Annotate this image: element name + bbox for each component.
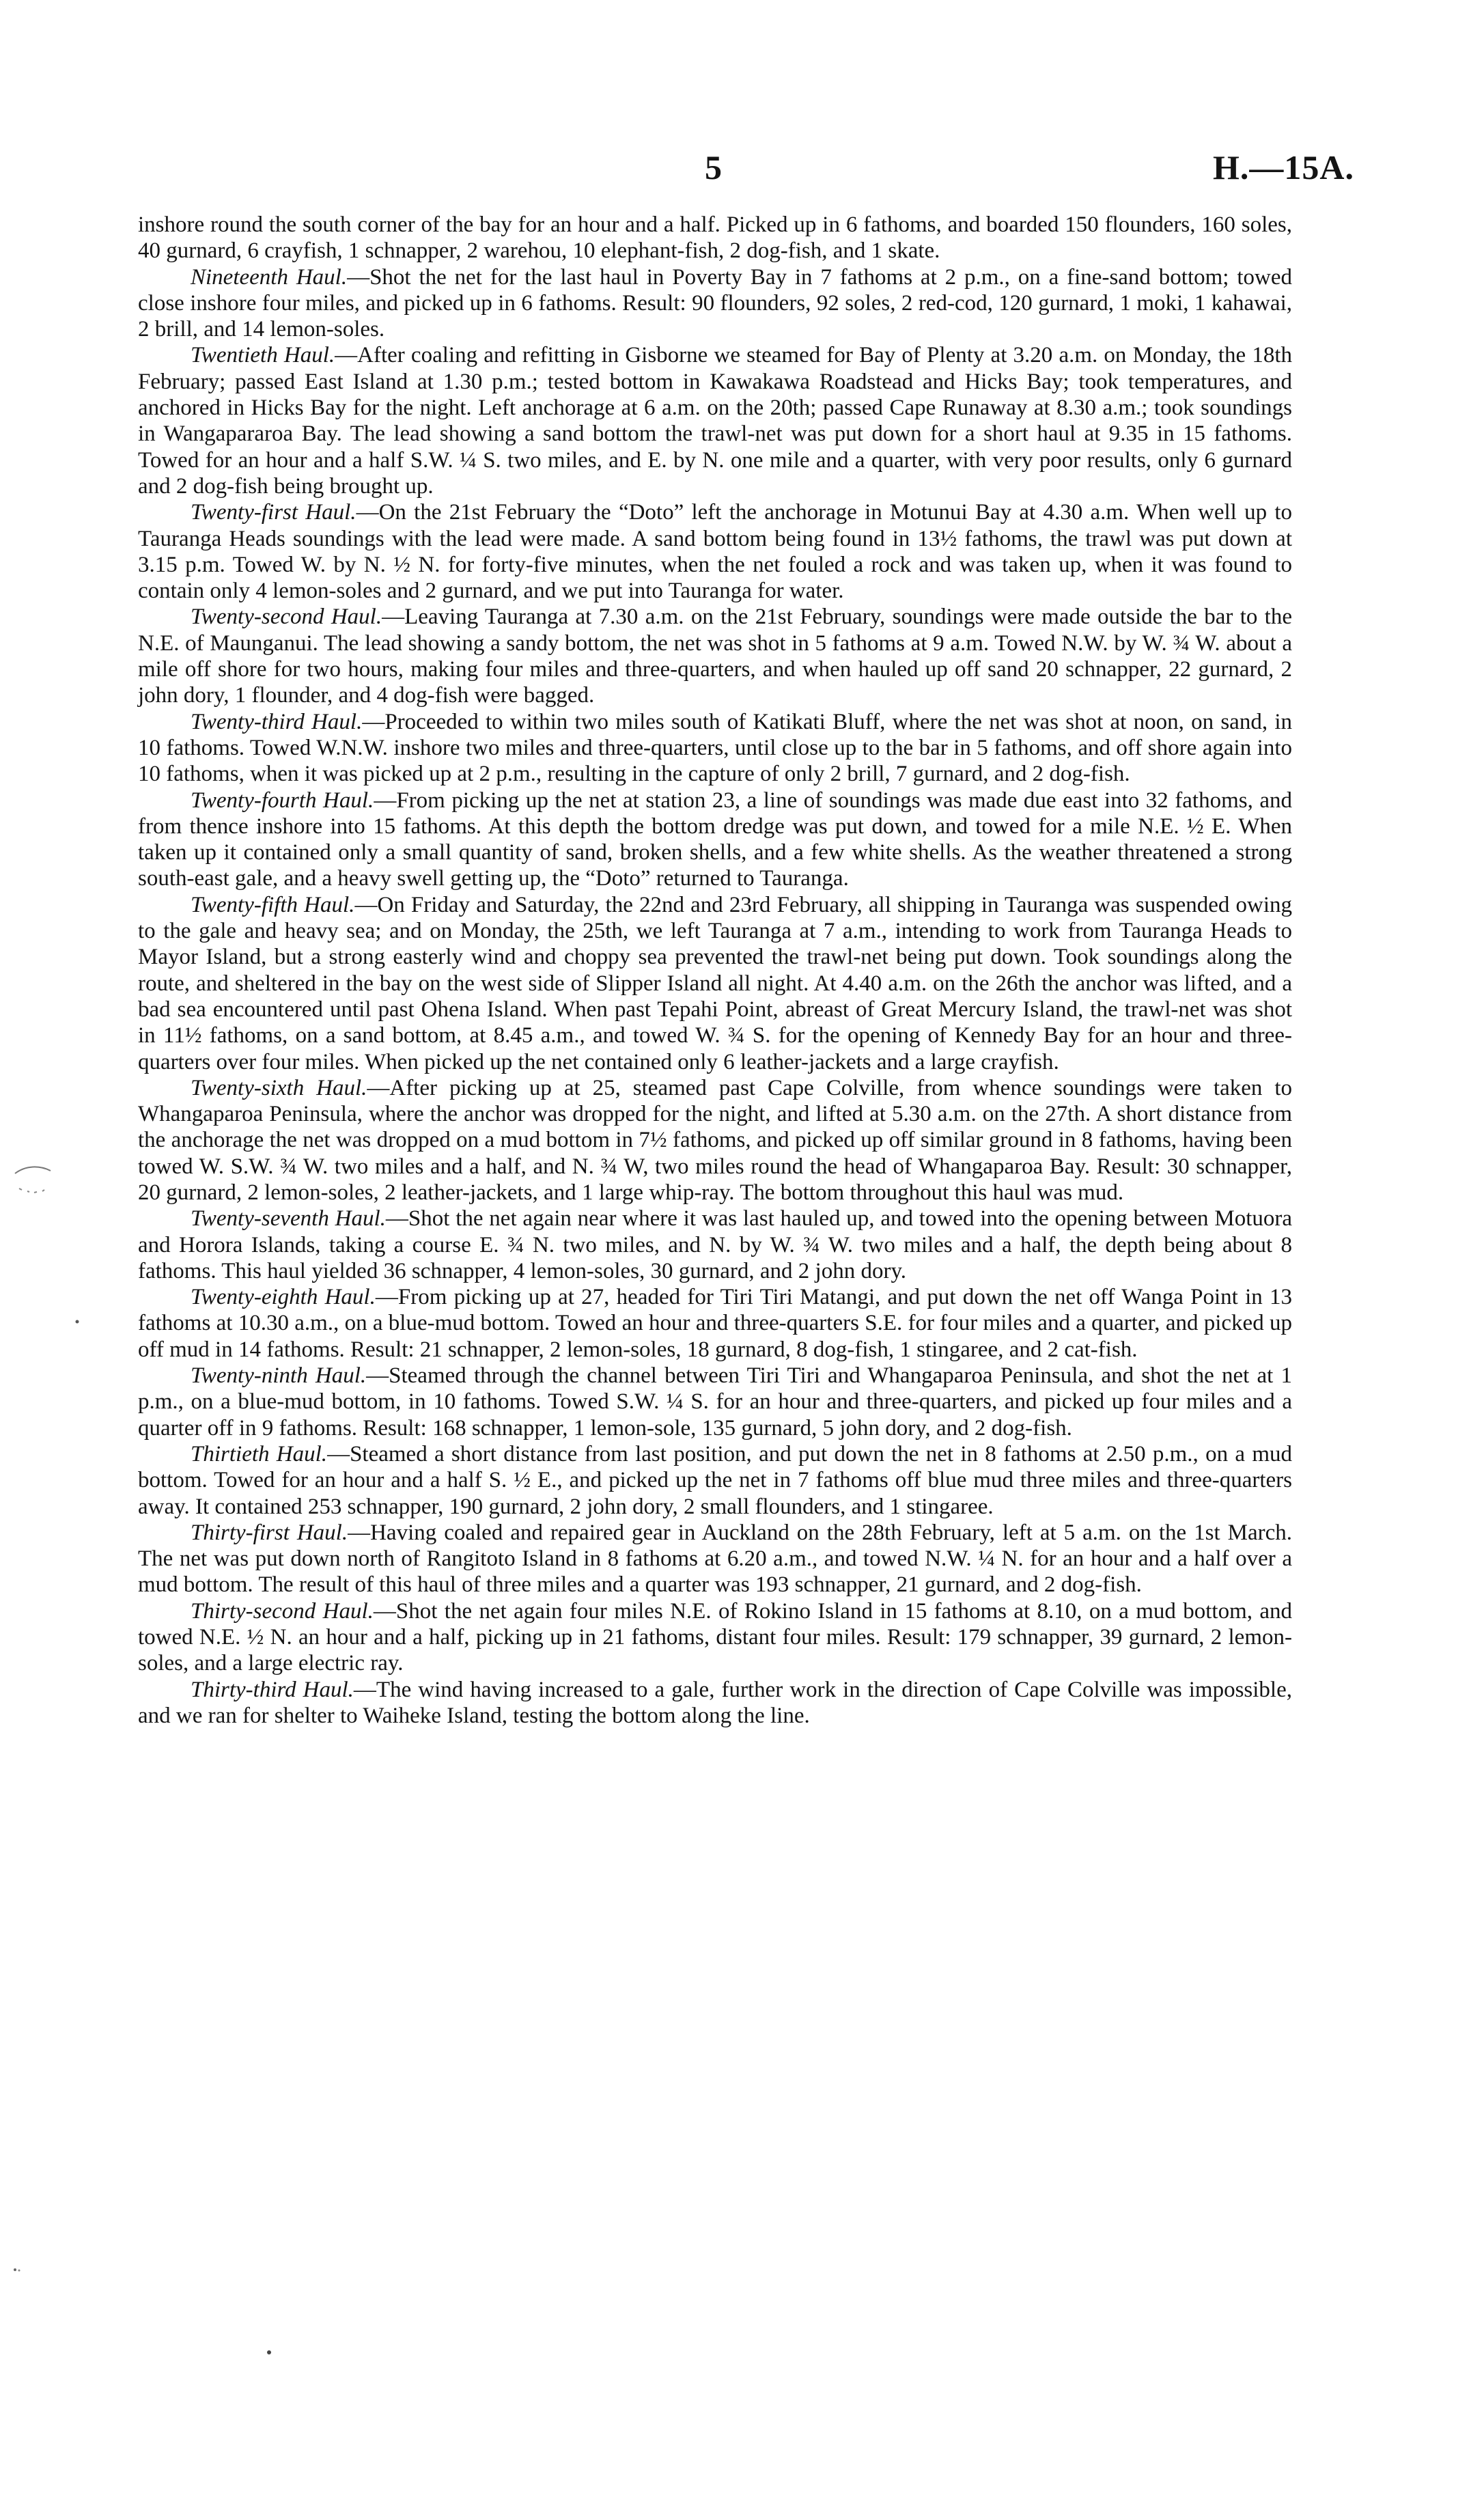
- paragraph: [138, 1206, 1292, 1284]
- paragraph-text: —On the 21st February the “Doto” left the anchorage in Motunui Bay at 4.30 a.m. When well up to Tauranga Heads soundings with the lead were made. A sand bottom being found in 13½ fathoms, the trawl was put down at 3.15 p.m. Towed W. by N. ½ N. for forty-five minutes, when the net fouled a rock and was taken up, when it was found to contain only 4 lemon-soles and 2 gurnard, and we put into Tauranga for water.: [138, 500, 1292, 604]
- paragraph: [138, 788, 1292, 892]
- haul-heading: Thirtieth Haul.: [191, 1441, 328, 1466]
- paragraph-text: inshore round the south corner of the bay for an hour and a half. Picked up in 6 fathoms, and boarded 150 flounders, 160 soles, 40 gurnard, 6 crayfish, 1 schnapper, 2 warehou, 10 elephant-fish, 2 dog-fish, and 1 skate.: [138, 212, 1292, 264]
- paragraph: [138, 264, 1292, 343]
- paragraph: [138, 1598, 1292, 1677]
- paragraph-text: —After coaling and refitting in Gisborne we steamed for Bay of Plenty at 3.20 a.m. on Monday, the 18th February; passed East Island at 1.30 p.m.; tested bottom in Kawakawa Roadstead and Hicks Bay; took temperatures, and anchored in Hicks Bay for the night. Left anchorage at 6 a.m. on the 20th; passed Cape Runaway at 8.30 a.m.; took soundings in Wangapararoa Bay. The lead showing a sand bottom the trawl-net was put down for a short haul at 9.35 in 15 fathoms. Towed for an hour and a half S.W. ¼ S. two miles, and E. by N. one mile and a quarter, with very poor results, only 6 gurnard and 2 dog-fish being brought up.: [138, 343, 1293, 499]
- paragraph: [138, 604, 1292, 708]
- page-number: 5: [705, 148, 722, 186]
- paragraph: [138, 709, 1292, 788]
- haul-heading: Twenty-fourth Haul.: [191, 788, 374, 813]
- paragraph: [138, 1520, 1292, 1598]
- paragraph-text: —Proceeded to within two miles south of Katikati Bluff, where the net was shot at noon, on sand, in 10 fathoms. Towed W.N.W. inshore two miles and three-quarters, until close up to the bar in 5 fathoms, and off shore again into 10 fathoms, when it was picked up at 2 p.m., resulting in the capture of only 2 brill, 7 gurnard, and 2 dog-fish.: [138, 709, 1292, 787]
- paragraph: [138, 499, 1292, 604]
- haul-heading: Twenty-ninth Haul.: [191, 1363, 367, 1389]
- paragraph-text: —Shot the net again near where it was last hauled up, and towed into the opening between Motuora and Horora Islands, taking a course E. ¾ N. two miles, and N. by W. ¾ W. two miles and a half, the depth being about 8 fathoms. This haul yielded 36 schnapper, 4 lemon-soles, 30 gurnard, and 2 john dory.: [138, 1206, 1292, 1283]
- haul-heading: Thirty-third Haul.: [191, 1677, 354, 1702]
- paragraph: [138, 892, 1292, 1075]
- paragraph-text: —From picking up the net at station 23, a line of soundings was made due east into 32 fathoms, and from thence inshore into 15 fathoms. At this depth the bottom dredge was put down, and towed for a mile N.E. ½ E. When taken up it contained only a small quantity of sand, broken shells, and a few white shells. As the weather threatened a strong south-east gale, and a heavy swell getting up, the “Doto” returned to Tauranga.: [138, 788, 1292, 891]
- haul-heading: Twenty-second Haul.: [191, 604, 382, 630]
- page-dot: [265, 2348, 273, 2356]
- margin-pencil-mark: [10, 1161, 57, 1202]
- haul-heading: Nineteenth Haul.: [191, 264, 348, 290]
- paragraph-text: —After picking up at 25, steamed past Cape Colville, from whence soundings were taken to Whangaparoa Peninsula, where the anchor was dropped for the night, and lifted at 5.30 a.m. on the 27th. A short distance from the anchorage the net was dropped on a mud bottom in 7½ fathoms, and picked up off similar ground in 8 fathoms, having been towed W. S.W. ¾ W. two miles and a half, and N. ¾ W, two miles round the head of Whangaparoa Bay. Result: 30 schnapper, 20 gurnard, 2 lemon-soles, 2 leather-jackets, and 1 large whip-ray. The bottom throughout this haul was mud.: [138, 1075, 1292, 1205]
- haul-heading: Twentieth Haul.: [191, 343, 335, 368]
- paragraph: [138, 212, 1292, 264]
- margin-dot: [12, 2266, 22, 2273]
- paragraph-text: —Shot the net again four miles N.E. of Rokino Island in 15 fathoms at 8.10, on a mud bottom, and towed N.E. ½ N. an hour and a half, picking up in 21 fathoms, distant four miles. Result: 179 schnapper, 39 gurnard, 2 lemon-soles, and a large electric ray.: [138, 1598, 1292, 1676]
- haul-heading: Twenty-third Haul.: [191, 709, 363, 734]
- haul-heading: Thirty-second Haul.: [191, 1598, 374, 1624]
- paragraph-text: —Having coaled and repaired gear in Auckland on the 28th February, left at 5 a.m. on the 1st March. The net was put down north of Rangitoto Island in 8 fathoms at 6.20 a.m., and towed N.W. ¼ N. for an hour and a half over a mud bottom. The result of this haul of three miles and a quarter was 193 schnapper, 21 gurnard, and 2 dog-fish.: [138, 1520, 1292, 1598]
- margin-dot: [74, 1318, 81, 1325]
- paragraph-text: —Steamed through the channel between Tiri Tiri and Whangaparoa Peninsula, and shot the net at 1 p.m., on a blue-mud bottom, in 10 fathoms. Towed S.W. ¼ S. for an hour and three-quarters, and picked up four miles and a quarter off in 9 fathoms. Result: 168 schnapper, 1 lemon-sole, 135 gurnard, 5 john dory, and 2 dog-fish.: [138, 1363, 1292, 1441]
- haul-heading: Twenty-sixth Haul.: [191, 1075, 367, 1100]
- paragraph: [138, 342, 1292, 499]
- paragraph-text: —The wind having increased to a gale, further work in the direction of Cape Colville was impossible, and we ran for shelter to Waiheke Island, testing the bottom along the line.: [138, 1677, 1292, 1728]
- body-text: [138, 212, 1292, 1729]
- haul-heading: Thirty-first Haul.: [191, 1520, 348, 1545]
- paragraph: [138, 1677, 1292, 1729]
- paragraph: [138, 1284, 1292, 1363]
- paragraph-text: —Steamed a short distance from last position, and put down the net in 8 fathoms at 2.50 p.m., on a mud bottom. Towed for an hour and a half S. ½ E., and picked up the net in 7 fathoms off blue mud three miles and three-quarters away. It contained 253 schnapper, 190 gurnard, 2 john dory, 2 small flounders, and 1 stingaree.: [138, 1441, 1292, 1519]
- paragraph-text: —From picking up at 27, headed for Tiri Tiri Matangi, and put down the net off Wanga Point in 13 fathoms at 10.30 a.m., on a blue-mud bottom. Towed an hour and three-quarters S.E. for four miles and a quarter, and picked up off mud in 14 fathoms. Result: 21 schnapper, 2 lemon-soles, 18 gurnard, 8 dog-fish, 1 stingaree, and 2 cat-fish.: [138, 1285, 1292, 1362]
- paragraph-text: —Leaving Tauranga at 7.30 a.m. on the 21st February, soundings were made outside the bar to the N.E. of Maunganui. The lead showing a sandy bottom, the net was shot in 5 fathoms at 9 a.m. Towed N.W. by W. ¾ W. about a mile off shore for two hours, making four miles and three-quarters, and when hauled up off sand 20 schnapper, 22 gurnard, 2 john dory, 1 flounder, and 4 dog-fish were bagged.: [138, 604, 1292, 708]
- document-reference: H.—15A.: [1213, 148, 1354, 186]
- paragraph: [138, 1441, 1292, 1520]
- paragraph: [138, 1075, 1292, 1206]
- paragraph-text: —Shot the net for the last haul in Poverty Bay in 7 fathoms at 2 p.m., on a fine-sand bottom; towed close inshore four miles, and picked up in 6 fathoms. Result: 90 flounders, 92 soles, 2 red-cod, 120 gurnard, 1 moki, 1 kahawai, 2 brill, and 14 lemon-soles.: [138, 264, 1292, 342]
- paragraph-text: —On Friday and Saturday, the 22nd and 23rd February, all shipping in Tauranga was suspended owing to the gale and heavy sea; and on Monday, the 25th, we left Tauranga at 7 a.m., intending to work from Tauranga Heads to Mayor Island, but a strong easterly wind and choppy sea prevented the trawl-net being put down. Took soundings along the route, and sheltered in the bay on the west side of Slipper Island all night. At 4.40 a.m. on the 26th the anchor was lifted, and a bad sea encountered until past Ohena Island. When past Tepahi Point, abreast of Great Mercury Island, the trawl-net was shot in 11½ fathoms, on a sand bottom, at 8.45 a.m., and towed W. ¾ S. for the opening of Kennedy Bay for an hour and three-quarters over four miles. When picked up the net contained only 6 leather-jackets and a large crayfish.: [138, 892, 1292, 1074]
- paragraph: [138, 1363, 1292, 1441]
- haul-heading: Twenty-eighth Haul.: [191, 1285, 376, 1310]
- haul-heading: Twenty-fifth Haul.: [191, 892, 355, 917]
- haul-heading: Twenty-seventh Haul.: [191, 1206, 386, 1232]
- haul-heading: Twenty-first Haul.: [191, 500, 356, 525]
